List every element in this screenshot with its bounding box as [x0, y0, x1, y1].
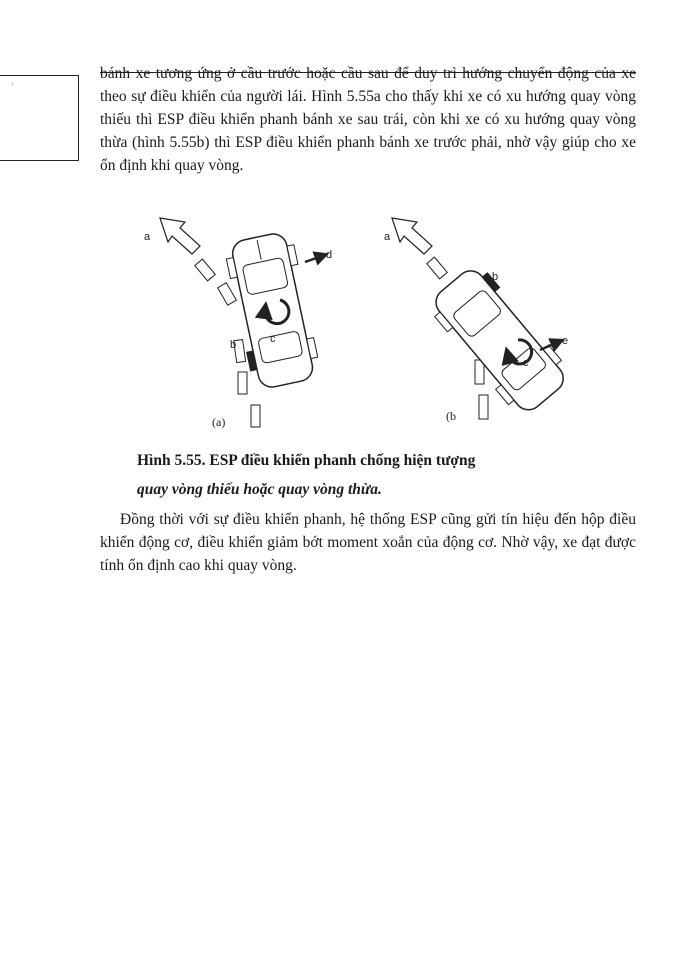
esp-figure [130, 200, 590, 440]
label-c: c [523, 357, 529, 369]
panel-b [384, 218, 574, 423]
figure-caption-line-2: quay vòng thiếu hoặc quay vòng thừa. [137, 481, 382, 498]
path-segment [427, 257, 448, 279]
path-segment [479, 395, 488, 419]
figure-caption-line-1: Hình 5.55. ESP điều khiển phanh chống hiện tượng [137, 452, 476, 469]
path-arrow-b [392, 218, 432, 254]
paragraph-1: bánh xe tương ứng ở cầu trước hoặc cầu sau để duy trì hướng chuyển động của xe theo sự điều khiển của người lái. Hình 5.55a cho thấy khi xe có xu hướng quay vòng thiếu thì ESP điều khiển phanh bánh xe sau trái, còn khi xe có xu hướng quay vòng thừa (hình 5.55b) thì ESP điều khiển phanh bánh xe trước phải, nhờ vậy giúp cho xe ổn định khi quay vòng. [100, 65, 636, 174]
label-d: d [326, 249, 333, 261]
path-segment [238, 372, 247, 394]
label-e: e [562, 335, 569, 347]
path-segment [251, 405, 260, 427]
force-arrow-d [305, 256, 322, 262]
car-b [425, 261, 574, 420]
paragraph-2: Đồng thời với sự điều khiển phanh, hệ thống ESP cũng gửi tín hiệu đến hộp điều khiển động cơ, điều khiển giảm bớt moment xoắn của động cơ. Nhờ vậy, xe đạt được tính ổn định cao khi quay vòng. [100, 511, 636, 574]
car-a [223, 230, 322, 391]
sublabel-b: (b [446, 409, 456, 423]
margin-mark: ' [12, 82, 14, 91]
path-arrow-a [160, 218, 200, 254]
label-b: b [230, 339, 237, 351]
label-c: c [270, 333, 276, 345]
panel-a [144, 218, 332, 429]
label-a: a [144, 231, 151, 243]
path-segment [218, 283, 237, 305]
label-a: a [384, 231, 391, 243]
sublabel-a: (a) [212, 415, 226, 429]
path-segment [195, 259, 216, 281]
label-b: b [492, 271, 499, 283]
